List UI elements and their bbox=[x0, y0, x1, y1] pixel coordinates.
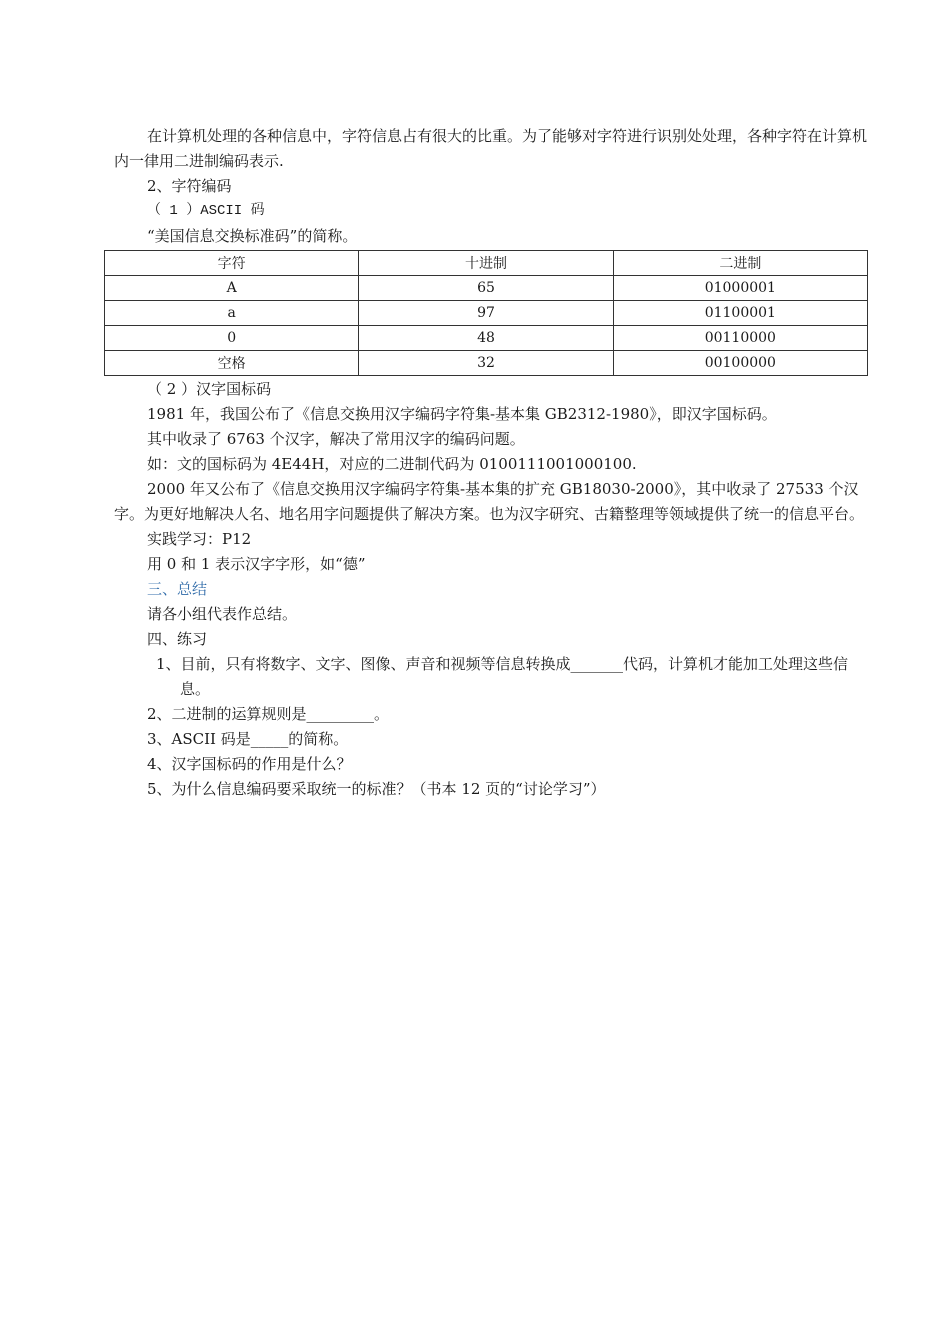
exercise-question-2: 2、二进制的运算规则是_________。 bbox=[147, 705, 390, 723]
gb-paragraph-2000: 2000 年又公布了《信息交换用汉字编码字符集-基本集的扩充 GB18030-2000》，其中收录了 27533 个汉字。为更好地解决人名、地名用字问题提供了解决方案。也为汉字研究、古籍整理等领域提供了统一的信息平台。 bbox=[114, 480, 865, 523]
table-row bbox=[105, 301, 868, 326]
ascii-table bbox=[104, 250, 868, 376]
gb-line-count: 其中收录了 6763 个汉字，解决了常用汉字的编码问题。 bbox=[147, 430, 525, 448]
table-cell: 00100000 bbox=[613, 351, 867, 376]
gb-heading: （ 2 ）汉字国标码 bbox=[147, 380, 272, 398]
table-header-cell: 二进制 bbox=[613, 251, 867, 276]
ascii-heading: （ 1 ）ASCII 码 bbox=[147, 203, 265, 219]
exercise-question-5: 5、为什么信息编码要采取统一的标准？（书本 12 页的“讨论学习”） bbox=[147, 780, 606, 798]
table-cell: 空格 bbox=[105, 351, 359, 376]
table-row bbox=[105, 276, 868, 301]
summary-text: 请各小组代表作总结。 bbox=[147, 605, 298, 623]
practice-description: 用 0 和 1 表示汉字字形，如“德” bbox=[147, 555, 366, 573]
table-row bbox=[105, 351, 868, 376]
table-cell: 00110000 bbox=[613, 326, 867, 351]
gb-line-1981: 1981 年，我国公布了《信息交换用汉字编码字符集-基本集 GB2312-1980》，即汉字国标码。 bbox=[147, 405, 777, 423]
table-cell: 01000001 bbox=[613, 276, 867, 301]
table-row bbox=[105, 326, 868, 351]
table-cell: 0 bbox=[105, 326, 359, 351]
table-cell: a bbox=[105, 301, 359, 326]
exercise-question-1: 1、目前，只有将数字、文字、图像、声音和视频等信息转换成_______代码，计算机才能加工处理这些信息。 bbox=[156, 655, 849, 698]
table-cell: 65 bbox=[359, 276, 613, 301]
exercise-question-4: 4、汉字国标码的作用是什么？ bbox=[147, 755, 352, 773]
table-cell: 01100001 bbox=[613, 301, 867, 326]
table-header-row bbox=[105, 251, 868, 276]
table-cell: 48 bbox=[359, 326, 613, 351]
table-cell: A bbox=[105, 276, 359, 301]
document-page bbox=[114, 124, 870, 802]
gb-line-example: 如：文的国标码为 4E44H，对应的二进制代码为 0100111001000100. bbox=[147, 455, 637, 473]
table-cell: 32 bbox=[359, 351, 613, 376]
section-heading-character-encoding: 2、字符编码 bbox=[147, 177, 232, 195]
summary-heading: 三、总结 bbox=[147, 580, 208, 598]
table-header-cell: 字符 bbox=[105, 251, 359, 276]
table-header-cell: 十进制 bbox=[359, 251, 613, 276]
exercise-question-3: 3、ASCII 码是_____的简称。 bbox=[147, 730, 349, 748]
intro-paragraph: 在计算机处理的各种信息中，字符信息占有很大的比重。为了能够对字符进行识别处处理，各种字符在计算机内一律用二进制编码表示. bbox=[114, 127, 868, 170]
practice-label: 实践学习：P12 bbox=[147, 530, 252, 548]
exercises-heading: 四、练习 bbox=[147, 630, 208, 648]
ascii-description: “美国信息交换标准码”的简称。 bbox=[147, 227, 358, 245]
table-cell: 97 bbox=[359, 301, 613, 326]
